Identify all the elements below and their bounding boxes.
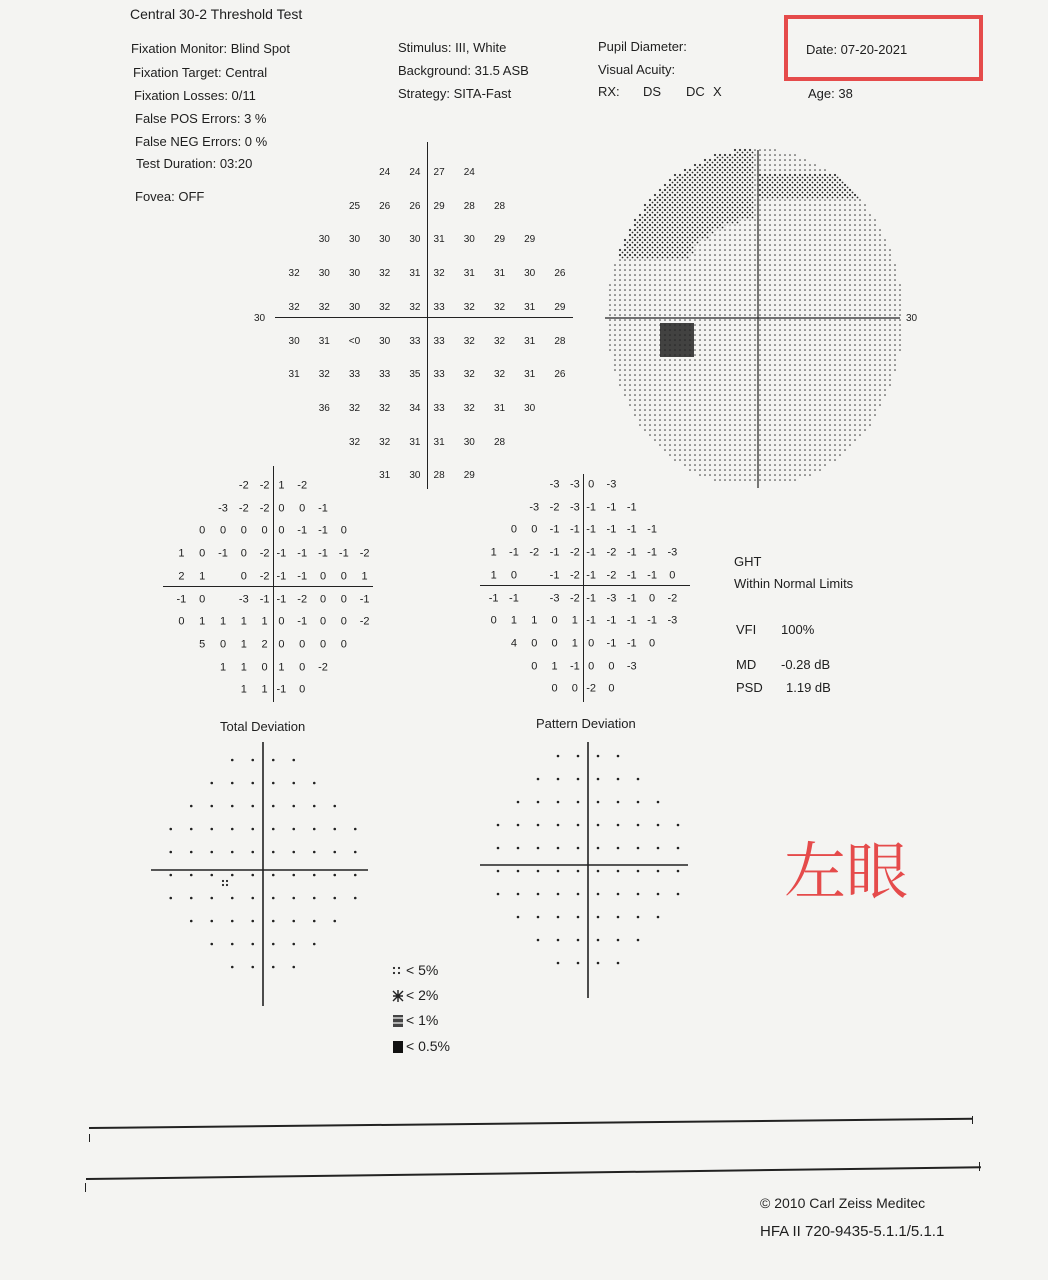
vfi-value: 100%	[781, 622, 815, 637]
threshold-value: 32	[348, 436, 361, 448]
total-deviation-value: -1	[276, 683, 287, 696]
threshold-value: 30	[463, 436, 475, 448]
pattern-deviation-value: -1	[586, 592, 597, 604]
total-deviation-value: -1	[276, 593, 287, 605]
legend-05pct	[392, 1038, 450, 1054]
threshold-value: 31	[409, 436, 421, 448]
threshold-value: 33	[433, 335, 445, 347]
total-deviation-value: 0	[299, 661, 306, 674]
total-deviation-value: 1	[240, 615, 247, 628]
total-deviation-value: 1	[219, 615, 227, 628]
total-deviation-probability-plot	[148, 740, 373, 1010]
total-deviation-value: 2	[261, 638, 268, 651]
pattern-deviation-value: -1	[586, 523, 597, 536]
total-deviation-value: -1	[318, 502, 328, 515]
pattern-deviation-value: -2	[586, 682, 597, 695]
pattern-deviation-value: -1	[586, 569, 597, 582]
threshold-value: 32	[318, 301, 330, 313]
threshold-vertical-axis	[427, 142, 428, 489]
total-dev-vertical-axis	[273, 466, 274, 702]
legend-1pct-symbol	[392, 1014, 402, 1026]
total-deviation-value: -2	[259, 547, 270, 560]
pattern-deviation-value: -1	[488, 592, 499, 604]
pattern-deviation-value: -1	[569, 523, 580, 536]
threshold-value: 30	[318, 268, 330, 280]
fixation-monitor: Fixation Monitor: Blind Spot	[131, 41, 290, 56]
pattern-deviation-value: -1	[549, 569, 560, 582]
total-deviation-value: 0	[199, 547, 206, 560]
legend-2pct-label: < 2%	[406, 987, 439, 1003]
legend-05pct-label: < 0.5%	[406, 1038, 450, 1054]
total-deviation-value: -1	[318, 547, 328, 560]
grayscale-map	[600, 140, 910, 490]
total-deviation-value: -1	[297, 615, 308, 628]
pattern-deviation-value: 0	[648, 592, 656, 604]
strategy: Strategy: SITA-Fast	[398, 86, 512, 101]
total-deviation-value: -2	[238, 502, 249, 515]
pattern-deviation-value: -2	[549, 501, 560, 514]
total-deviation-value: -2	[259, 570, 270, 583]
threshold-value: 28	[463, 200, 475, 212]
threshold-value: 32	[493, 301, 506, 313]
model-number: HFA II 720-9435-5.1.1/5.1.1	[760, 1223, 945, 1240]
pattern-deviation-value: 1	[571, 614, 578, 627]
threshold-value: 36	[318, 402, 330, 414]
threshold-value: 30	[409, 470, 421, 482]
threshold-value: 33	[433, 301, 445, 313]
threshold-value: 33	[348, 369, 361, 381]
total-deviation-value: 2	[178, 570, 185, 583]
pattern-deviation-value: 0	[588, 478, 595, 491]
total-deviation-value: 0	[240, 524, 247, 537]
threshold-value: 35	[409, 369, 421, 381]
threshold-value: 31	[493, 402, 506, 414]
total-deviation-value: 0	[240, 547, 247, 560]
threshold-value: 32	[379, 402, 391, 414]
false-neg-errors: False NEG Errors: 0 %	[135, 134, 268, 149]
threshold-value: 32	[348, 402, 361, 414]
pattern-deviation-value: -1	[509, 546, 519, 559]
pattern-deviation-value: -2	[569, 569, 580, 582]
pattern-deviation-value: -1	[647, 614, 657, 627]
total-deviation-value: -2	[359, 547, 370, 560]
pattern-deviation-value: -1	[606, 637, 617, 650]
threshold-value: 30	[348, 301, 361, 313]
pattern-deviation-value: 4	[510, 637, 517, 650]
pattern-deviation-value: 0	[531, 660, 538, 673]
total-deviation-value: 0	[299, 638, 306, 651]
pattern-deviation-value: 0	[588, 660, 595, 673]
pattern-deviation-value: 0	[490, 614, 497, 627]
total-deviation-value: -2	[259, 479, 270, 492]
threshold-value: 31	[433, 234, 445, 246]
total-deviation-value: 0	[340, 570, 347, 583]
signature-line-top	[89, 1118, 973, 1129]
total-deviation-value: 1	[278, 661, 285, 674]
total-deviation-value: 0	[199, 524, 206, 537]
threshold-value: 34	[409, 402, 421, 414]
threshold-value: 29	[493, 234, 506, 246]
threshold-value: 32	[463, 369, 475, 381]
pattern-dev-vertical-axis	[583, 474, 584, 702]
threshold-value: 31	[493, 268, 506, 280]
threshold-value: 31	[288, 369, 300, 381]
total-deviation-value: -1	[276, 570, 287, 583]
total-deviation-value: -1	[259, 593, 270, 605]
rx-label: RX:	[598, 84, 620, 99]
pupil-diameter: Pupil Diameter:	[598, 39, 687, 54]
pattern-deviation-value: -3	[606, 478, 617, 491]
pattern-deviation-value: -1	[586, 614, 597, 627]
total-deviation-value: -2	[238, 479, 249, 492]
threshold-value: 31	[409, 268, 421, 280]
threshold-horizontal-axis	[275, 317, 573, 318]
total-deviation-value: -2	[359, 615, 370, 628]
pattern-deviation-value: -1	[606, 523, 617, 536]
fixation-losses: Fixation Losses: 0/11	[134, 88, 256, 103]
threshold-value: 33	[409, 335, 421, 347]
total-deviation-value: 1	[199, 570, 206, 583]
pattern-deviation-value: -1	[647, 523, 657, 536]
pattern-deviation-value: -1	[606, 614, 617, 627]
threshold-value: 32	[379, 268, 391, 280]
pattern-deviation-value: 0	[510, 523, 517, 536]
total-deviation-value: 0	[178, 615, 185, 628]
threshold-value: 31	[524, 335, 536, 347]
threshold-value: 28	[433, 470, 445, 482]
psd-value: 1.19 dB	[786, 680, 831, 695]
threshold-value: 32	[493, 369, 506, 381]
threshold-value: 32	[409, 301, 421, 313]
total-deviation-value: 0	[319, 615, 327, 628]
pattern-deviation-value: -1	[586, 501, 597, 514]
threshold-value: 28	[554, 335, 566, 347]
pattern-deviation-value: 0	[608, 682, 615, 695]
threshold-value: 32	[433, 268, 445, 280]
pattern-deviation-value: 0	[531, 523, 538, 536]
legend-2pct-symbol	[392, 989, 402, 1001]
left-eye-annotation: 左眼	[784, 835, 909, 908]
threshold-value: 24	[409, 167, 421, 178]
threshold-value: 30	[379, 335, 391, 347]
md-value: -0.28 dB	[781, 657, 831, 672]
background: Background: 31.5 ASB	[398, 63, 529, 78]
threshold-scale-label: 30	[254, 313, 266, 324]
pattern-deviation-value: -1	[626, 523, 637, 536]
pattern-deviation-value: 0	[588, 637, 595, 650]
total-deviation-value: 0	[278, 615, 285, 628]
pattern-deviation-value: -1	[606, 501, 617, 514]
pattern-deviation-value: 1	[490, 546, 497, 559]
threshold-value: 30	[463, 234, 475, 246]
threshold-value: 33	[379, 369, 391, 381]
pattern-deviation-value: -1	[626, 501, 637, 514]
total-deviation-value: -1	[218, 547, 228, 560]
threshold-value: 29	[524, 234, 536, 246]
threshold-value: 31	[524, 301, 536, 313]
threshold-value: 32	[288, 268, 300, 280]
total-deviation-value: -1	[297, 547, 308, 560]
total-deviation-value: 0	[340, 593, 347, 605]
total-deviation-value: 0	[319, 570, 327, 583]
total-deviation-value: -1	[338, 547, 349, 560]
grayscale-scale-label: 30	[906, 313, 918, 324]
pattern-deviation-value: 1	[510, 614, 517, 627]
legend-2pct	[392, 987, 438, 1003]
pattern-deviation-value: 1	[531, 614, 538, 627]
total-deviation-value: 1	[219, 661, 227, 674]
total-deviation-value: 0	[319, 593, 327, 605]
pattern-deviation-value: 0	[551, 637, 558, 650]
threshold-value: <0	[348, 335, 361, 347]
pattern-deviation-value: 0	[608, 660, 615, 673]
pattern-deviation-value: -1	[549, 523, 560, 536]
test-date: Date: 07-20-2021	[806, 42, 908, 57]
threshold-value: 32	[288, 301, 300, 313]
total-deviation-value: 1	[240, 683, 247, 696]
signature-tick-right-2	[979, 1162, 980, 1171]
pattern-deviation-value: 0	[648, 637, 656, 650]
total-deviation-value: 0	[299, 502, 306, 515]
pattern-deviation-value: 1	[571, 637, 578, 650]
test-duration: Test Duration: 03:20	[136, 156, 253, 171]
threshold-value: 26	[554, 369, 566, 381]
threshold-value: 29	[433, 200, 445, 212]
pattern-deviation-value: -2	[569, 592, 580, 604]
total-deviation-value: 0	[261, 661, 268, 674]
signature-tick-left-2	[85, 1183, 86, 1192]
legend-1pct-label: < 1%	[406, 1012, 439, 1028]
pattern-deviation-value: -2	[606, 569, 617, 582]
pattern-deviation-value: -1	[626, 592, 637, 604]
pattern-deviation-value: -2	[569, 546, 580, 559]
threshold-value: 25	[348, 200, 361, 212]
pattern-deviation-value: 0	[669, 569, 676, 582]
pattern-deviation-value: -1	[626, 546, 637, 559]
total-deviation-label: Total Deviation	[220, 719, 306, 734]
threshold-value: 31	[524, 369, 536, 381]
rx-ds: DS	[643, 84, 662, 99]
total-deviation-value: -1	[359, 593, 370, 605]
threshold-value: 30	[348, 268, 361, 280]
pattern-dev-horizontal-axis	[480, 585, 690, 586]
pattern-deviation-value: -3	[606, 592, 617, 604]
total-deviation-value: 0	[299, 683, 306, 696]
vfi-label: VFI	[736, 622, 757, 637]
rx-axis: X	[713, 84, 722, 99]
threshold-value: 27	[433, 167, 445, 178]
ght-label: GHT	[734, 554, 762, 569]
pattern-deviation-value: -3	[569, 478, 580, 491]
pattern-deviation-label: Pattern Deviation	[536, 716, 636, 731]
threshold-value: 28	[493, 436, 506, 448]
threshold-value: 32	[379, 301, 391, 313]
pattern-deviation-value: -3	[529, 501, 540, 514]
threshold-value: 30	[409, 234, 421, 246]
threshold-value: 32	[463, 335, 475, 347]
total-deviation-value: -1	[276, 547, 287, 560]
total-deviation-value: -2	[297, 593, 308, 605]
threshold-value: 31	[318, 335, 330, 347]
threshold-value: 26	[409, 200, 421, 212]
threshold-value: 33	[433, 369, 445, 381]
total-deviation-value: 0	[278, 524, 285, 537]
pattern-deviation-probability-plot	[478, 740, 693, 1002]
total-deviation-value: -2	[297, 479, 308, 492]
total-deviation-value: 1	[261, 615, 268, 628]
total-deviation-value: 0	[340, 638, 347, 651]
total-deviation-value: -2	[318, 661, 328, 674]
total-deviation-value: 0	[278, 502, 285, 515]
threshold-value: 31	[433, 436, 445, 448]
pattern-deviation-value: 0	[571, 682, 578, 695]
legend-5pct-symbol	[392, 964, 402, 976]
total-dev-horizontal-axis	[163, 586, 373, 587]
fovea-status: Fovea: OFF	[135, 189, 205, 204]
pattern-deviation-value: -2	[529, 546, 540, 559]
total-deviation-value: 5	[199, 638, 206, 651]
pattern-deviation-value: -3	[549, 592, 560, 604]
threshold-value: 31	[463, 268, 475, 280]
total-deviation-value: 1	[199, 615, 206, 628]
signature-line-bottom	[86, 1166, 981, 1180]
threshold-value: 32	[463, 402, 475, 414]
total-deviation-value: -3	[218, 502, 228, 515]
total-deviation-value: 1	[240, 661, 247, 674]
total-deviation-value: 1	[361, 570, 368, 583]
threshold-value: 28	[493, 200, 506, 212]
threshold-value: 31	[379, 470, 391, 482]
total-deviation-value: -1	[318, 524, 328, 537]
threshold-value: 29	[554, 301, 566, 313]
threshold-value: 24	[463, 167, 475, 178]
threshold-value: 30	[348, 234, 361, 246]
total-deviation-value: 0	[261, 524, 268, 537]
pattern-deviation-value: -3	[569, 501, 580, 514]
visual-acuity: Visual Acuity:	[598, 62, 676, 77]
threshold-value: 26	[379, 200, 391, 212]
legend-05pct-symbol	[392, 1040, 402, 1052]
pattern-deviation-value: 0	[551, 614, 558, 627]
legend-5pct-label: < 5%	[406, 962, 439, 978]
md-label: MD	[736, 657, 757, 672]
stimulus: Stimulus: III, White	[398, 40, 507, 55]
threshold-value: 30	[288, 335, 300, 347]
threshold-value: 32	[463, 301, 475, 313]
total-deviation-value: 0	[240, 570, 247, 583]
total-deviation-value: 1	[278, 479, 285, 492]
total-deviation-value: 0	[340, 615, 347, 628]
threshold-value: 29	[463, 470, 475, 482]
threshold-value: 30	[524, 402, 536, 414]
pattern-deviation-value: 0	[531, 637, 538, 650]
total-deviation-value: -1	[297, 524, 308, 537]
pattern-deviation-value: -3	[667, 614, 678, 627]
ght-result: Within Normal Limits	[734, 576, 854, 591]
threshold-value: 32	[379, 436, 391, 448]
threshold-value: 30	[318, 234, 330, 246]
psd-label: PSD	[736, 680, 763, 695]
pattern-deviation-value: 0	[551, 682, 558, 695]
pattern-deviation-value: -1	[509, 592, 519, 604]
pattern-deviation-value: -1	[549, 546, 560, 559]
signature-tick-right	[972, 1116, 973, 1124]
false-pos-errors: False POS Errors: 3 %	[135, 111, 267, 126]
pattern-deviation-value: -3	[626, 660, 637, 673]
total-deviation-value: -3	[238, 593, 249, 605]
rx-dc: DC	[686, 84, 705, 99]
pattern-deviation-value: -1	[647, 569, 657, 582]
pattern-deviation-value: -1	[626, 637, 637, 650]
total-deviation-value: -1	[297, 570, 308, 583]
total-deviation-value: 0	[278, 638, 285, 651]
pattern-deviation-value: -3	[549, 478, 560, 491]
legend-1pct	[392, 1012, 438, 1028]
total-deviation-value: 0	[219, 524, 227, 537]
fixation-target: Fixation Target: Central	[133, 65, 268, 80]
legend-5pct	[392, 962, 438, 978]
total-deviation-value: 0	[219, 638, 227, 651]
report-title: Central 30-2 Threshold Test	[130, 6, 303, 22]
threshold-value: 30	[379, 234, 391, 246]
total-deviation-value: 1	[261, 683, 268, 696]
pattern-deviation-value: 0	[510, 569, 517, 582]
total-deviation-value: 0	[319, 638, 327, 651]
total-deviation-value: 1	[240, 638, 247, 651]
threshold-value: 32	[318, 369, 330, 381]
copyright: © 2010 Carl Zeiss Meditec	[760, 1195, 926, 1211]
threshold-value: 30	[524, 268, 536, 280]
threshold-value: 26	[554, 268, 566, 280]
pattern-deviation-value: -1	[586, 546, 597, 559]
signature-tick-left	[89, 1134, 90, 1142]
pattern-deviation-value: -2	[606, 546, 617, 559]
threshold-value: 33	[433, 402, 445, 414]
pattern-deviation-value: -1	[647, 546, 657, 559]
total-deviation-value: 1	[178, 547, 185, 560]
threshold-value: 24	[379, 167, 391, 178]
pattern-deviation-value: -1	[626, 614, 637, 627]
pattern-deviation-value: 1	[551, 660, 558, 673]
patient-age: Age: 38	[808, 86, 853, 101]
total-deviation-value: 0	[340, 524, 347, 537]
pattern-deviation-value: -1	[626, 569, 637, 582]
pattern-deviation-value: -3	[667, 546, 678, 559]
pattern-deviation-value: 1	[490, 569, 497, 582]
total-deviation-value: -2	[259, 502, 270, 515]
total-deviation-value: -1	[176, 593, 187, 605]
pattern-deviation-value: -1	[569, 660, 580, 673]
pattern-deviation-value: -2	[667, 592, 678, 604]
total-deviation-value: 0	[199, 593, 206, 605]
threshold-value: 32	[493, 335, 506, 347]
